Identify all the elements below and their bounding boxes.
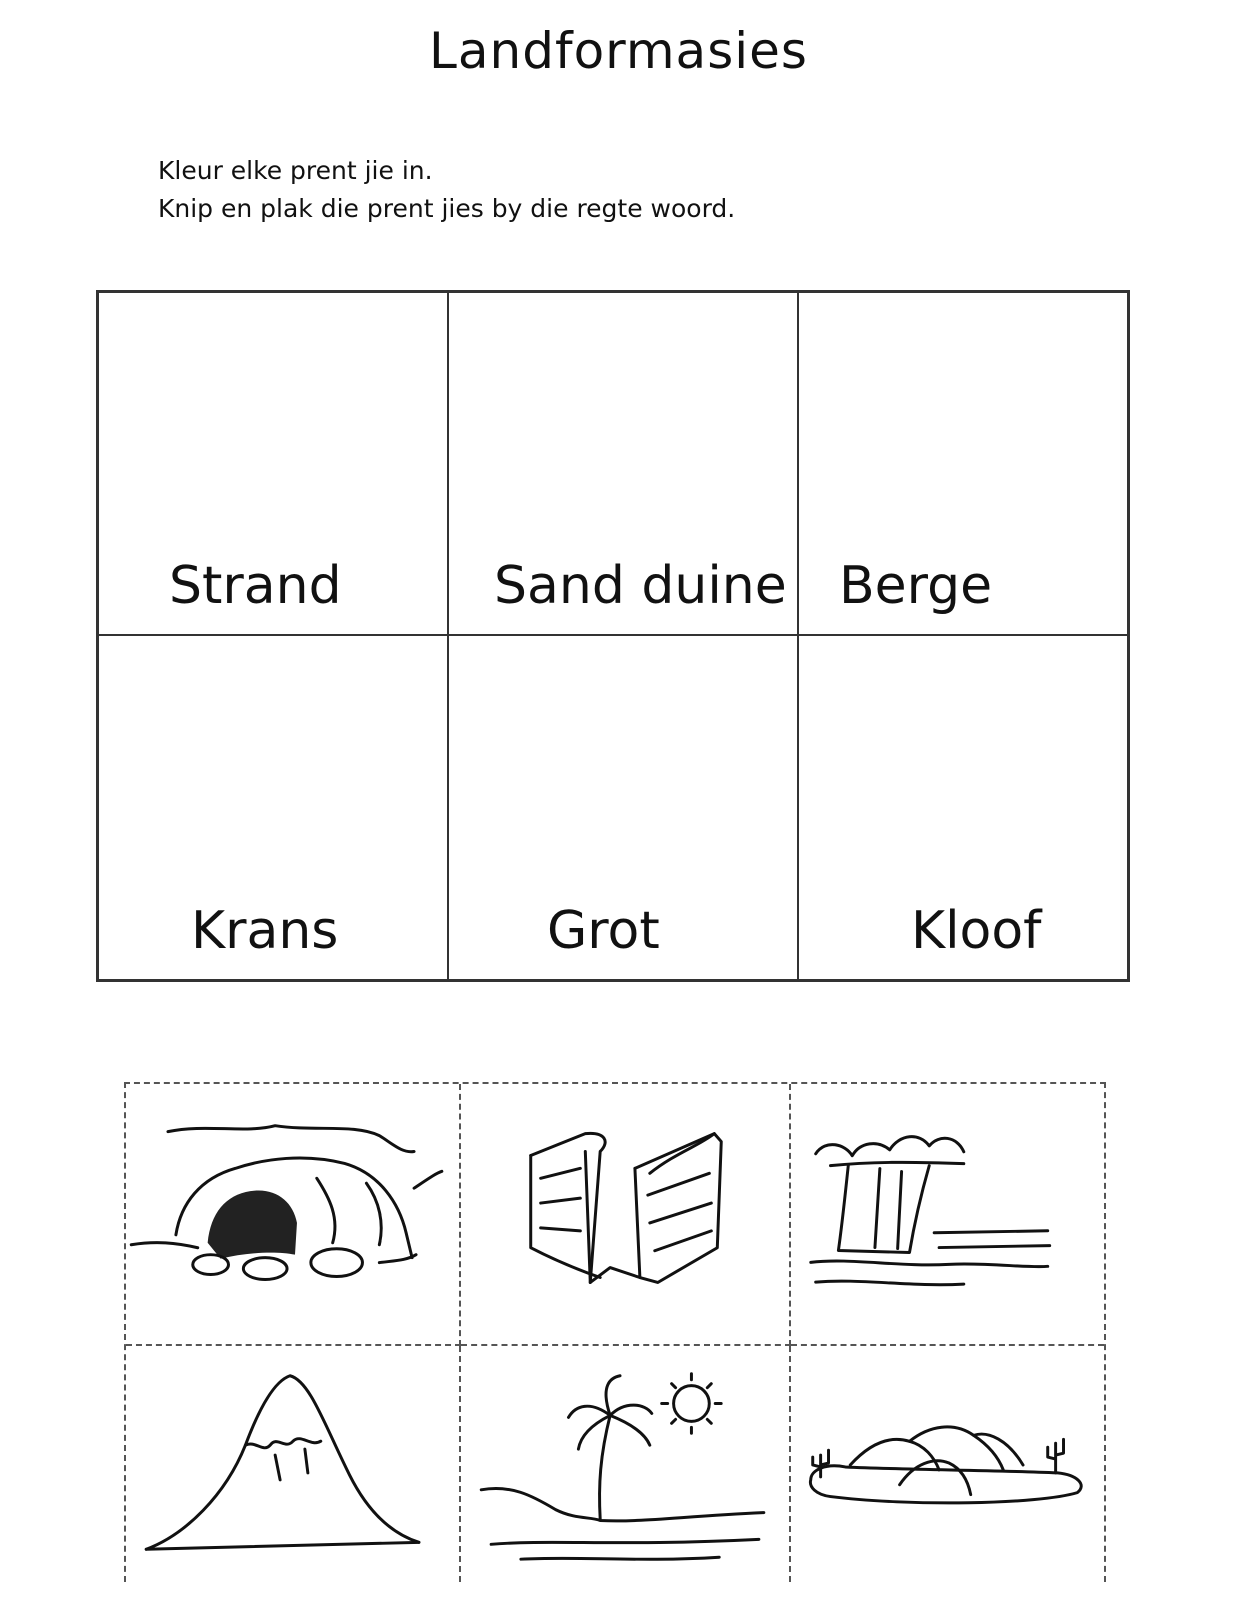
word-grot: Grot xyxy=(547,901,660,961)
word-cell-krans[interactable] xyxy=(99,636,449,979)
sand-dunes-icon xyxy=(791,1346,1104,1582)
word-cell-berge[interactable] xyxy=(799,293,1127,636)
word-krans: Krans xyxy=(191,901,339,961)
instructions xyxy=(158,152,735,228)
instruction-line-2: Knip en plak die prent jies by die regte woord. xyxy=(158,194,736,223)
word-berge: Berge xyxy=(839,556,993,616)
word-cell-strand[interactable] xyxy=(99,293,449,636)
card-cave[interactable] xyxy=(126,1084,461,1346)
word-cell-grot[interactable] xyxy=(449,636,799,979)
card-mountain[interactable] xyxy=(126,1346,461,1582)
card-canyon[interactable] xyxy=(461,1084,791,1346)
word-kloof: Kloof xyxy=(911,901,1042,961)
word-strand: Strand xyxy=(169,556,342,616)
card-cliff[interactable] xyxy=(791,1084,1104,1346)
cut-out-cards xyxy=(124,1082,1106,1582)
canyon-icon xyxy=(461,1084,789,1344)
cliff-icon xyxy=(791,1084,1104,1344)
word-cell-kloof[interactable] xyxy=(799,636,1127,979)
cave-icon xyxy=(126,1084,459,1344)
page-title: Landformasies xyxy=(429,22,808,80)
beach-icon xyxy=(461,1346,789,1582)
mountain-icon xyxy=(126,1346,459,1582)
word-sand-duine: Sand duine xyxy=(494,556,787,616)
word-cell-sand-duine[interactable] xyxy=(449,293,799,636)
card-beach[interactable] xyxy=(461,1346,791,1582)
word-grid xyxy=(96,290,1130,982)
card-sand-dunes[interactable] xyxy=(791,1346,1104,1582)
instruction-line-1: Kleur elke prent jie in. xyxy=(158,156,433,185)
